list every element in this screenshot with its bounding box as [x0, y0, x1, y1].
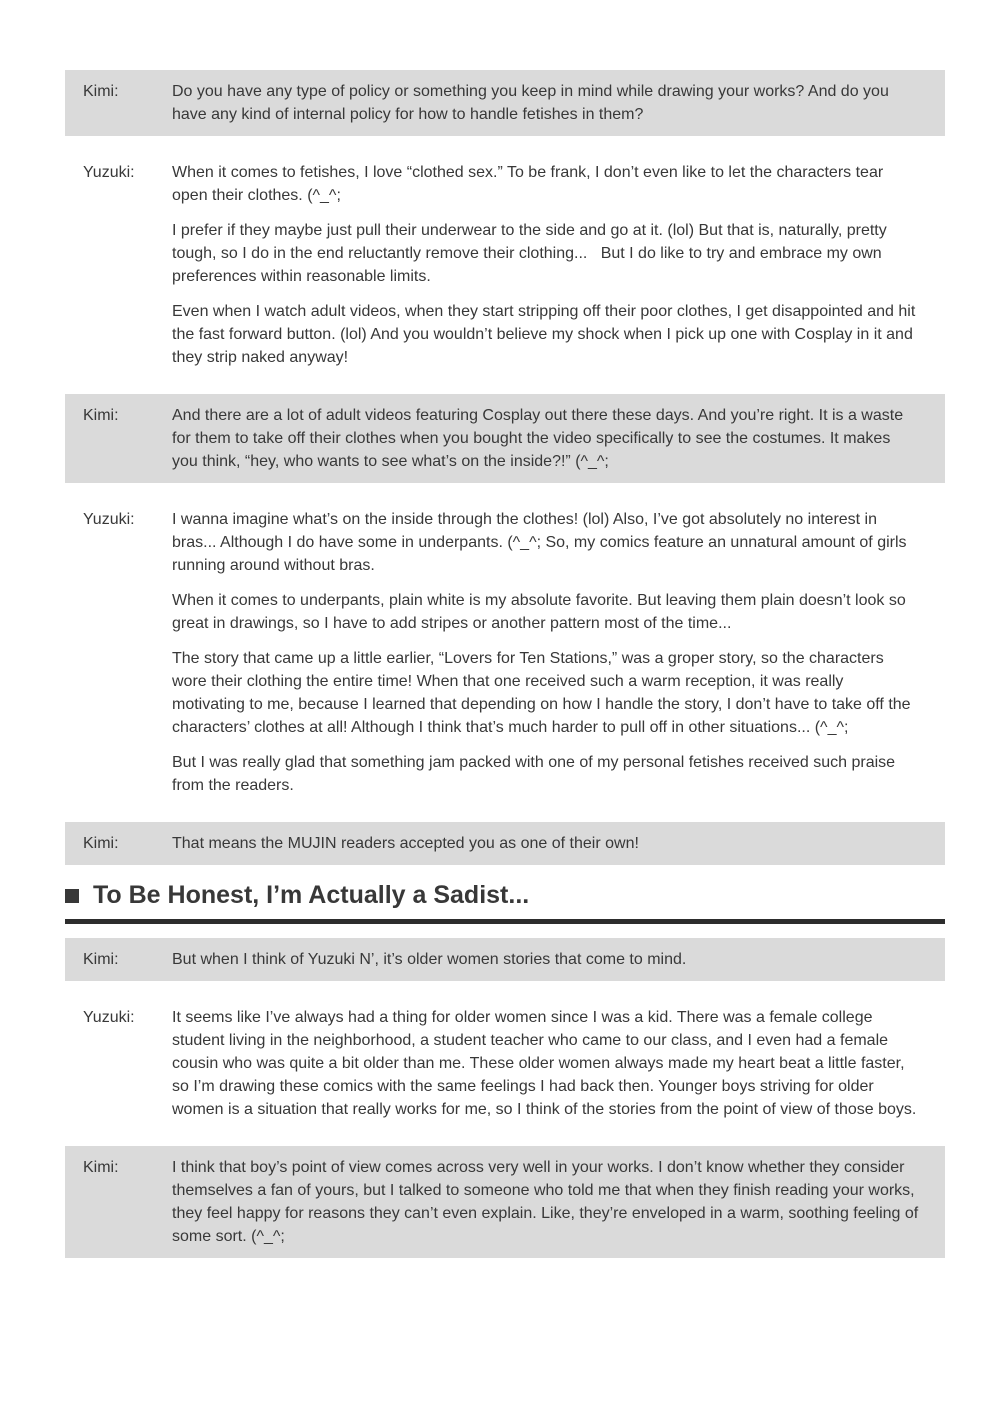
- speech-text: [172, 948, 920, 971]
- square-bullet-icon: [65, 889, 79, 903]
- speaker-label: Kimi:: [83, 835, 119, 852]
- speech-text: [172, 80, 920, 126]
- speech-paragraph: But when I think of Yuzuki N’, it’s older women stories that come to mind.: [172, 951, 687, 968]
- speech-text: [172, 508, 920, 797]
- speech-paragraph: It seems like I’ve always had a thing for older women since I was a kid. There was a female college student living in the neighborhood, a student teacher who came to our class, and I even had a female cousin who was quite a bit older than me. These older women always made my heart beat a little faster, so I’m drawing these comics with the same feelings I had back then. Younger boys striving for older women is a situation that really works for me, so I think of the stories from the point of view of those boys.: [172, 1009, 917, 1118]
- speech-paragraph: When it comes to underpants, plain white is my absolute favorite. But leaving them plain doesn’t look so great in drawings, so I have to add stripes or another pattern most of the time...: [172, 592, 911, 632]
- speaker-label: Kimi:: [83, 951, 119, 968]
- interview-content: [65, 70, 945, 1258]
- speech-text: [172, 1006, 920, 1121]
- qa-block: [65, 70, 945, 136]
- speech-paragraph: Even when I watch adult videos, when they start stripping off their poor clothes, I get disappointed and hit the fast forward button. (lol) And you wouldn’t believe my shock when I pick up one with Cosplay in it and they strip naked anyway!: [172, 303, 920, 366]
- qa-block: [65, 1146, 945, 1258]
- section-rule: [65, 919, 945, 924]
- speech-paragraph: When it comes to fetishes, I love “clothed sex.” To be frank, I don’t even like to let the characters tear open their clothes. (^_^;: [172, 164, 888, 204]
- speech-text: [172, 404, 920, 473]
- speaker-label: Kimi:: [83, 83, 119, 100]
- speech-paragraph: But I was really glad that something jam packed with one of my personal fetishes received such praise from the readers.: [172, 754, 900, 794]
- section-heading-text: To Be Honest, I’m Actually a Sadist...: [93, 881, 530, 909]
- qa-block: [65, 394, 945, 483]
- qa-block: [65, 498, 945, 807]
- speech-text: [172, 832, 920, 855]
- speaker-label: Yuzuki:: [83, 164, 135, 181]
- speech-paragraph: And there are a lot of adult videos featuring Cosplay out there these days. And you’re right. It is a waste for them to take off their clothes when you bought the video specifically to see the costumes. It makes you think, “hey, who wants to see what’s on the inside?!” (^_^;: [172, 407, 908, 470]
- speech-text: [172, 161, 920, 369]
- speaker-label: Kimi:: [83, 407, 119, 424]
- speech-paragraph: I prefer if they maybe just pull their underwear to the side and go at it. (lol) But that is, naturally, pretty tough, so I do in the end reluctantly remove their clothing... But I do like to try and embrace my own preferences within reasonable limits.: [172, 222, 892, 285]
- speech-paragraph: Do you have any type of policy or something you keep in mind while drawing your works? And do you have any kind of internal policy for how to handle fetishes in them?: [172, 83, 894, 123]
- speech-text: [172, 1156, 923, 1248]
- qa-block: [65, 151, 945, 379]
- section-heading: [65, 881, 945, 910]
- speech-paragraph: I wanna imagine what’s on the inside through the clothes! (lol) Also, I’ve got absolutely no interest in bras... Although I do have some in underpants. (^_^; So, my comics feature an unnatural amount of girls running around without bras.: [172, 511, 911, 574]
- speech-paragraph: The story that came up a little earlier, “Lovers for Ten Stations,” was a groper story, so the characters wore their clothing the entire time! When that one received such a warm reception, it was really motivating to me, because I learned that depending on how I handle the story, I don’t have to take off the characters’ clothes at all! Although I think that’s much harder to pull off in other situations... (^_^;: [172, 650, 916, 736]
- speaker-label: Yuzuki:: [83, 511, 135, 528]
- speech-paragraph: That means the MUJIN readers accepted you as one of their own!: [172, 835, 639, 852]
- speaker-label: Kimi:: [83, 1159, 119, 1176]
- qa-block: [65, 938, 945, 981]
- speaker-label: Yuzuki:: [83, 1009, 135, 1026]
- qa-block: [65, 996, 945, 1131]
- qa-block: [65, 822, 945, 865]
- speech-paragraph: I think that boy’s point of view comes across very well in your works. I don’t know whether they consider themselves a fan of yours, but I talked to someone who told me that when they finish reading your works, they feel happy for reasons they can’t even explain. Like, they’re enveloped in a warm, soothing feeling of some sort. (^_^;: [172, 1159, 923, 1245]
